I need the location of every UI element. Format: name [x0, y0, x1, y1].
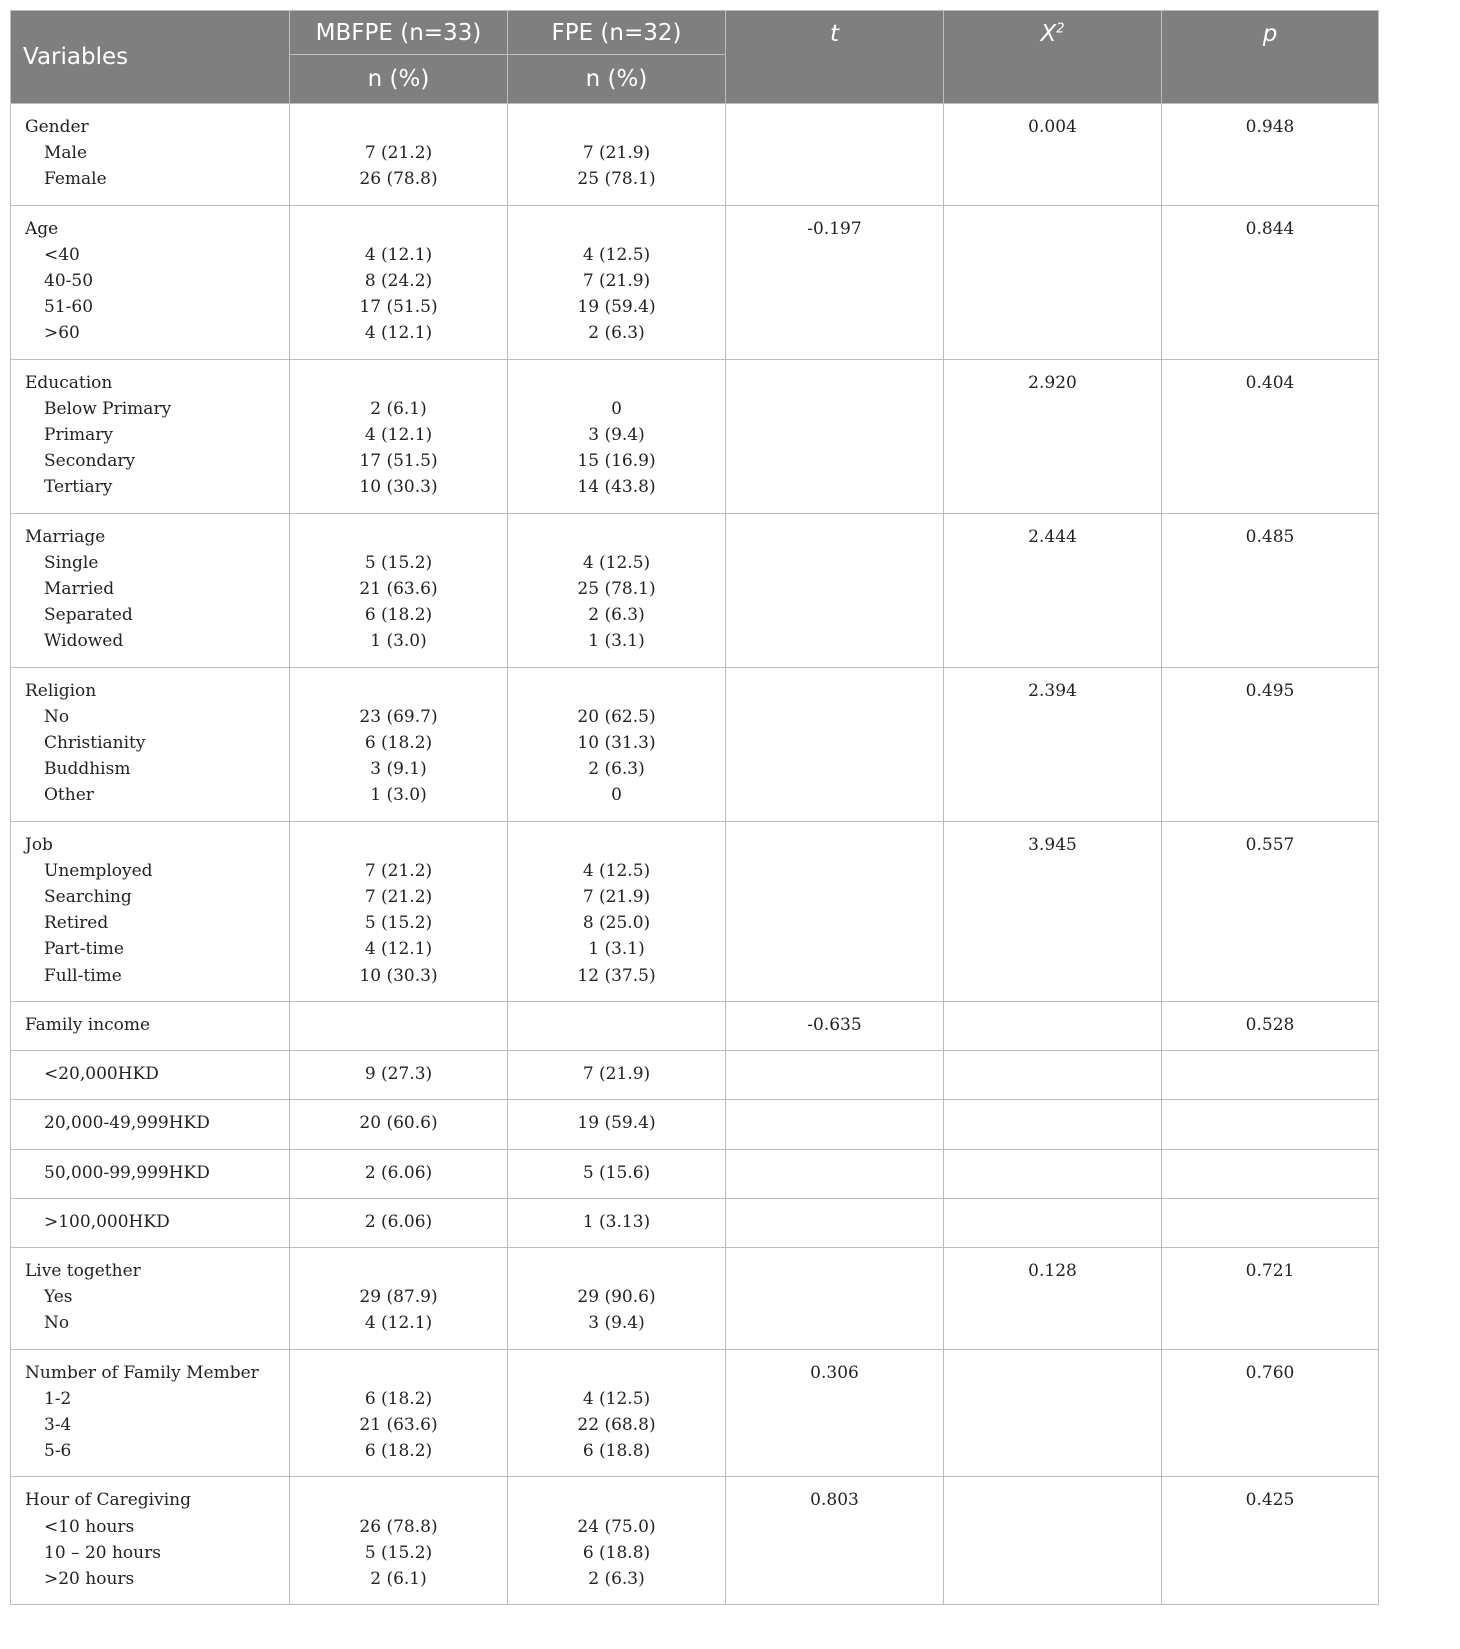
- mbfpe-text: 2 (6.06): [364, 1162, 433, 1183]
- chi-value: 2.394: [1028, 680, 1077, 701]
- category-label: 3-4: [44, 1414, 72, 1435]
- p-cell: [1162, 1477, 1379, 1605]
- t-text: [726, 1160, 943, 1186]
- fpe-text: 7 (21.9): [582, 1064, 651, 1085]
- mbfpe-value: 23 (69.7): [359, 706, 438, 727]
- category-label: Yes: [44, 1287, 73, 1308]
- fpe-value: 10 (31.3): [577, 733, 656, 754]
- variable-text: Family income: [25, 1014, 151, 1035]
- variable-group-row: [11, 1477, 1379, 1605]
- t-text: [726, 1061, 943, 1087]
- p-text: [1162, 1110, 1378, 1136]
- header-chi-square: [944, 11, 1162, 104]
- fpe-value: 24 (75.0): [577, 1516, 656, 1537]
- mbfpe-value: 2 (6.1): [370, 398, 427, 419]
- chi-cell: [944, 1001, 1162, 1050]
- t-value: [726, 832, 943, 858]
- mbfpe-value: 7 (21.2): [364, 860, 433, 881]
- mbfpe-value: 4 (12.1): [364, 244, 433, 265]
- fpe-value: 7 (21.9): [582, 143, 651, 164]
- category-label: Other: [44, 785, 94, 806]
- variable-group-row: [11, 104, 1379, 206]
- variable-cell: [11, 205, 290, 359]
- mbfpe-cell: [290, 1001, 508, 1050]
- category-label: Separated: [44, 605, 133, 626]
- variable-label: Job: [25, 834, 53, 855]
- spacer: [508, 678, 725, 704]
- chi-cell: [944, 1051, 1162, 1100]
- mbfpe-cell: [290, 1198, 508, 1247]
- mbfpe-value: 21 (63.6): [359, 579, 438, 600]
- chi-cell: [944, 1477, 1162, 1605]
- fpe-text: 1 (3.13): [582, 1211, 651, 1232]
- variable-cell: [11, 1149, 290, 1198]
- category-label: 51-60: [44, 297, 94, 318]
- mbfpe-cell: [290, 359, 508, 513]
- header-n-pct-mbfpe: n (%): [290, 55, 508, 104]
- header-mbfpe: MBFPE (n=33): [290, 11, 508, 55]
- fpe-cell: [508, 821, 726, 1001]
- mbfpe-cell: [290, 1477, 508, 1605]
- fpe-value: 7 (21.9): [582, 887, 651, 908]
- chi-value: [944, 1360, 1161, 1386]
- p-cell: [1162, 1198, 1379, 1247]
- mbfpe-value: 26 (78.8): [359, 169, 438, 190]
- t-cell: [726, 1477, 944, 1605]
- chi-text: [944, 1110, 1161, 1136]
- t-cell: [726, 1349, 944, 1477]
- chi-sup: 2: [1056, 21, 1065, 37]
- fpe-cell: [508, 513, 726, 667]
- p-value: 0.485: [1245, 526, 1295, 547]
- fpe-value: 3 (9.4): [588, 425, 645, 446]
- p-value: 0.721: [1245, 1260, 1295, 1281]
- fpe-cell: [508, 1198, 726, 1247]
- chi-text: [944, 1160, 1161, 1186]
- spacer: [508, 1360, 725, 1386]
- mbfpe-value: 4 (12.1): [364, 1313, 433, 1334]
- mbfpe-cell: [290, 821, 508, 1001]
- fpe-value: 4 (12.5): [582, 1388, 651, 1409]
- mbfpe-text: [290, 1012, 507, 1038]
- mbfpe-value: 4 (12.1): [364, 939, 433, 960]
- variable-text: <20,000HKD: [44, 1064, 159, 1085]
- fpe-value: 0: [611, 398, 622, 419]
- variable-label: Religion: [25, 680, 97, 701]
- mbfpe-text: 9 (27.3): [364, 1064, 433, 1085]
- t-value: -0.197: [807, 218, 862, 239]
- fpe-cell: [508, 1001, 726, 1050]
- p-value: 0.557: [1245, 834, 1295, 855]
- variable-group-row: [11, 359, 1379, 513]
- mbfpe-value: 7 (21.2): [364, 887, 433, 908]
- fpe-cell: [508, 359, 726, 513]
- chi-cell: [944, 1247, 1162, 1349]
- spacer: [290, 114, 507, 140]
- p-value: 0.948: [1245, 117, 1295, 137]
- variable-text: >100,000HKD: [44, 1211, 170, 1232]
- fpe-cell: [508, 1100, 726, 1149]
- fpe-value: 22 (68.8): [577, 1414, 656, 1435]
- mbfpe-value: 8 (24.2): [364, 271, 433, 292]
- chi-value: 2.920: [1028, 372, 1077, 393]
- variable-cell: [11, 359, 290, 513]
- category-label: Female: [44, 169, 107, 190]
- chi-cell: [944, 1100, 1162, 1149]
- variable-label: Marriage: [25, 526, 106, 547]
- p-cell: [1162, 359, 1379, 513]
- chi-cell: [944, 1149, 1162, 1198]
- fpe-text: 19 (59.4): [577, 1113, 656, 1134]
- single-row: [11, 1100, 1379, 1149]
- chi-cell: [944, 205, 1162, 359]
- p-text: [1162, 1209, 1378, 1235]
- category-label: No: [44, 706, 70, 727]
- variable-label: Age: [25, 218, 59, 239]
- chi-cell: [944, 1198, 1162, 1247]
- fpe-value: 25 (78.1): [577, 169, 656, 190]
- variable-cell: [11, 104, 290, 206]
- spacer: [290, 1487, 507, 1513]
- fpe-cell: [508, 1051, 726, 1100]
- p-text: [1162, 1061, 1378, 1087]
- category-label: Single: [44, 552, 99, 573]
- variable-label: Education: [25, 372, 113, 393]
- mbfpe-cell: [290, 104, 508, 206]
- fpe-value: 12 (37.5): [577, 965, 656, 986]
- fpe-value: 29 (90.6): [577, 1287, 656, 1308]
- chi-cell: [944, 1349, 1162, 1477]
- t-text: -0.635: [807, 1014, 862, 1035]
- spacer: [290, 370, 507, 396]
- category-label: Buddhism: [44, 759, 131, 780]
- category-label: Part-time: [44, 939, 124, 960]
- fpe-cell: [508, 1149, 726, 1198]
- category-label: Retired: [44, 913, 109, 934]
- variable-cell: [11, 1051, 290, 1100]
- p-cell: [1162, 205, 1379, 359]
- chi-text: [944, 1061, 1161, 1087]
- spacer: [508, 370, 725, 396]
- category-label: Widowed: [44, 631, 124, 652]
- t-cell: [726, 1198, 944, 1247]
- fpe-value: 1 (3.1): [588, 631, 645, 652]
- variable-cell: [11, 1247, 290, 1349]
- mbfpe-cell: [290, 1051, 508, 1100]
- variable-label: Number of Family Member: [25, 1362, 259, 1383]
- variable-label: Hour of Caregiving: [25, 1490, 191, 1511]
- mbfpe-value: 10 (30.3): [359, 965, 438, 986]
- variable-group-row: [11, 1247, 1379, 1349]
- variable-cell: [11, 1001, 290, 1050]
- variable-cell: [11, 1477, 290, 1605]
- mbfpe-value: 10 (30.3): [359, 477, 438, 498]
- fpe-value: 6 (18.8): [582, 1542, 651, 1563]
- fpe-cell: [508, 205, 726, 359]
- p-cell: [1162, 1051, 1379, 1100]
- spacer: [508, 524, 725, 550]
- t-cell: [726, 821, 944, 1001]
- variable-label: Gender: [25, 117, 89, 137]
- fpe-value: 2 (6.3): [588, 1568, 645, 1589]
- p-value: 0.495: [1245, 680, 1295, 701]
- chi-cell: [944, 821, 1162, 1001]
- mbfpe-cell: [290, 1349, 508, 1477]
- fpe-value: 14 (43.8): [577, 477, 656, 498]
- t-text: [726, 1209, 943, 1235]
- single-row: [11, 1001, 1379, 1050]
- t-value: [726, 678, 943, 704]
- fpe-value: 2 (6.3): [588, 605, 645, 626]
- category-label: No: [44, 1313, 70, 1334]
- fpe-value: 2 (6.3): [588, 323, 645, 344]
- chi-value: 2.444: [1028, 526, 1077, 547]
- mbfpe-value: 3 (9.1): [370, 759, 427, 780]
- category-label: 1-2: [44, 1388, 72, 1409]
- category-label: Tertiary: [44, 477, 113, 498]
- category-label: Below Primary: [44, 398, 172, 419]
- category-label: 10 – 20 hours: [44, 1542, 161, 1563]
- variable-cell: [11, 1349, 290, 1477]
- p-cell: [1162, 1349, 1379, 1477]
- spacer: [290, 1258, 507, 1284]
- spacer: [290, 678, 507, 704]
- variable-group-row: [11, 1349, 1379, 1477]
- p-cell: [1162, 104, 1379, 206]
- single-row: [11, 1198, 1379, 1247]
- variable-group-row: [11, 205, 1379, 359]
- t-cell: [726, 1001, 944, 1050]
- t-cell: [726, 667, 944, 821]
- chi-base: X: [1040, 21, 1057, 47]
- category-label: <10 hours: [44, 1516, 135, 1537]
- mbfpe-value: 6 (18.2): [364, 1388, 433, 1409]
- mbfpe-value: 26 (78.8): [359, 1516, 438, 1537]
- spacer: [508, 1258, 725, 1284]
- mbfpe-cell: [290, 513, 508, 667]
- fpe-value: 19 (59.4): [577, 297, 656, 318]
- t-value: [726, 1258, 943, 1284]
- fpe-value: 20 (62.5): [577, 706, 656, 727]
- category-label: Unemployed: [44, 860, 153, 881]
- chi-value: 0.004: [1028, 117, 1077, 137]
- demographics-table-container: [10, 10, 1378, 1605]
- mbfpe-cell: [290, 1100, 508, 1149]
- mbfpe-value: 5 (15.2): [364, 913, 433, 934]
- t-value: [726, 114, 943, 140]
- mbfpe-value: 17 (51.5): [359, 451, 438, 472]
- variable-text: 50,000-99,999HKD: [44, 1162, 210, 1183]
- variable-group-row: [11, 821, 1379, 1001]
- category-label: Full-time: [44, 965, 122, 986]
- mbfpe-cell: [290, 1149, 508, 1198]
- variable-cell: [11, 513, 290, 667]
- fpe-value: 4 (12.5): [582, 244, 651, 265]
- t-text: [726, 1110, 943, 1136]
- p-text: 0.528: [1245, 1014, 1295, 1035]
- p-cell: [1162, 1001, 1379, 1050]
- fpe-value: 2 (6.3): [588, 759, 645, 780]
- mbfpe-value: 6 (18.2): [364, 1441, 433, 1462]
- mbfpe-value: 4 (12.1): [364, 425, 433, 446]
- category-label: Primary: [44, 425, 113, 446]
- mbfpe-cell: [290, 205, 508, 359]
- mbfpe-value: 17 (51.5): [359, 297, 438, 318]
- chi-value: [944, 216, 1161, 242]
- chi-cell: [944, 104, 1162, 206]
- spacer: [290, 216, 507, 242]
- mbfpe-value: 4 (12.1): [364, 323, 433, 344]
- variable-cell: [11, 667, 290, 821]
- mbfpe-value: 1 (3.0): [370, 631, 427, 652]
- p-cell: [1162, 1100, 1379, 1149]
- t-value: 0.306: [810, 1362, 859, 1383]
- chi-cell: [944, 513, 1162, 667]
- category-label: <40: [44, 244, 80, 265]
- table-header: [11, 11, 1379, 104]
- p-cell: [1162, 513, 1379, 667]
- fpe-cell: [508, 1349, 726, 1477]
- demographics-table: [10, 10, 1379, 1605]
- spacer: [290, 1360, 507, 1386]
- p-text: [1162, 1160, 1378, 1186]
- chi-value: 3.945: [1028, 834, 1077, 855]
- p-cell: [1162, 667, 1379, 821]
- single-row: [11, 1051, 1379, 1100]
- t-cell: [726, 359, 944, 513]
- mbfpe-cell: [290, 1247, 508, 1349]
- mbfpe-value: 21 (63.6): [359, 1414, 438, 1435]
- t-value: [726, 370, 943, 396]
- chi-value: 0.128: [1028, 1260, 1077, 1281]
- variable-cell: [11, 821, 290, 1001]
- header-n-pct-fpe: n (%): [508, 55, 726, 104]
- single-row: [11, 1149, 1379, 1198]
- mbfpe-text: 20 (60.6): [359, 1113, 438, 1134]
- fpe-value: 15 (16.9): [577, 451, 656, 472]
- t-cell: [726, 1149, 944, 1198]
- spacer: [508, 216, 725, 242]
- p-value: 0.404: [1245, 372, 1295, 393]
- mbfpe-cell: [290, 667, 508, 821]
- header-variables: Variables: [11, 11, 290, 104]
- fpe-text: 5 (15.6): [582, 1162, 651, 1183]
- spacer: [290, 524, 507, 550]
- p-value: 0.844: [1245, 218, 1295, 239]
- mbfpe-value: 7 (21.2): [364, 143, 433, 164]
- spacer: [508, 832, 725, 858]
- fpe-cell: [508, 1247, 726, 1349]
- fpe-value: 1 (3.1): [588, 939, 645, 960]
- mbfpe-value: 1 (3.0): [370, 785, 427, 806]
- p-value: 0.760: [1245, 1362, 1295, 1383]
- mbfpe-value: 2 (6.1): [370, 1568, 427, 1589]
- fpe-cell: [508, 1477, 726, 1605]
- p-cell: [1162, 1247, 1379, 1349]
- category-label: >20 hours: [44, 1568, 135, 1589]
- t-value: 0.803: [810, 1490, 859, 1511]
- fpe-value: 25 (78.1): [577, 579, 656, 600]
- t-value: [726, 524, 943, 550]
- category-label: >60: [44, 323, 80, 344]
- header-fpe: FPE (n=32): [508, 11, 726, 55]
- t-cell: [726, 1100, 944, 1149]
- mbfpe-value: 29 (87.9): [359, 1287, 438, 1308]
- t-cell: [726, 104, 944, 206]
- spacer: [508, 114, 725, 140]
- fpe-value: 4 (12.5): [582, 552, 651, 573]
- spacer: [290, 832, 507, 858]
- fpe-value: 4 (12.5): [582, 860, 651, 881]
- mbfpe-value: 6 (18.2): [364, 733, 433, 754]
- t-cell: [726, 1247, 944, 1349]
- category-label: 40-50: [44, 271, 94, 292]
- category-label: Married: [44, 579, 115, 600]
- t-cell: [726, 513, 944, 667]
- variable-label: Live together: [25, 1260, 141, 1281]
- p-cell: [1162, 821, 1379, 1001]
- fpe-value: 7 (21.9): [582, 271, 651, 292]
- fpe-value: 0: [611, 785, 622, 806]
- fpe-cell: [508, 104, 726, 206]
- category-label: 5-6: [44, 1441, 72, 1462]
- fpe-cell: [508, 667, 726, 821]
- chi-cell: [944, 667, 1162, 821]
- t-cell: [726, 1051, 944, 1100]
- p-value: 0.425: [1245, 1490, 1295, 1511]
- variable-group-row: [11, 667, 1379, 821]
- spacer: [508, 1487, 725, 1513]
- category-label: Christianity: [44, 733, 146, 754]
- category-label: Searching: [44, 887, 132, 908]
- chi-cell: [944, 359, 1162, 513]
- table-body: [11, 104, 1379, 1605]
- fpe-value: 6 (18.8): [582, 1441, 651, 1462]
- fpe-value: 8 (25.0): [582, 913, 651, 934]
- header-p: p: [1162, 11, 1379, 104]
- category-label: Male: [44, 143, 88, 164]
- variable-cell: [11, 1100, 290, 1149]
- mbfpe-value: 5 (15.2): [364, 1542, 433, 1563]
- variable-text: 20,000-49,999HKD: [44, 1113, 210, 1134]
- p-cell: [1162, 1149, 1379, 1198]
- fpe-text: [508, 1012, 725, 1038]
- mbfpe-text: 2 (6.06): [364, 1211, 433, 1232]
- variable-cell: [11, 1198, 290, 1247]
- header-t: t: [726, 11, 944, 104]
- variable-group-row: [11, 513, 1379, 667]
- fpe-value: 3 (9.4): [588, 1313, 645, 1334]
- category-label: Secondary: [44, 451, 136, 472]
- mbfpe-value: 5 (15.2): [364, 552, 433, 573]
- chi-text: [944, 1209, 1161, 1235]
- t-cell: [726, 205, 944, 359]
- mbfpe-value: 6 (18.2): [364, 605, 433, 626]
- chi-text: [944, 1012, 1161, 1038]
- chi-value: [944, 1487, 1161, 1513]
